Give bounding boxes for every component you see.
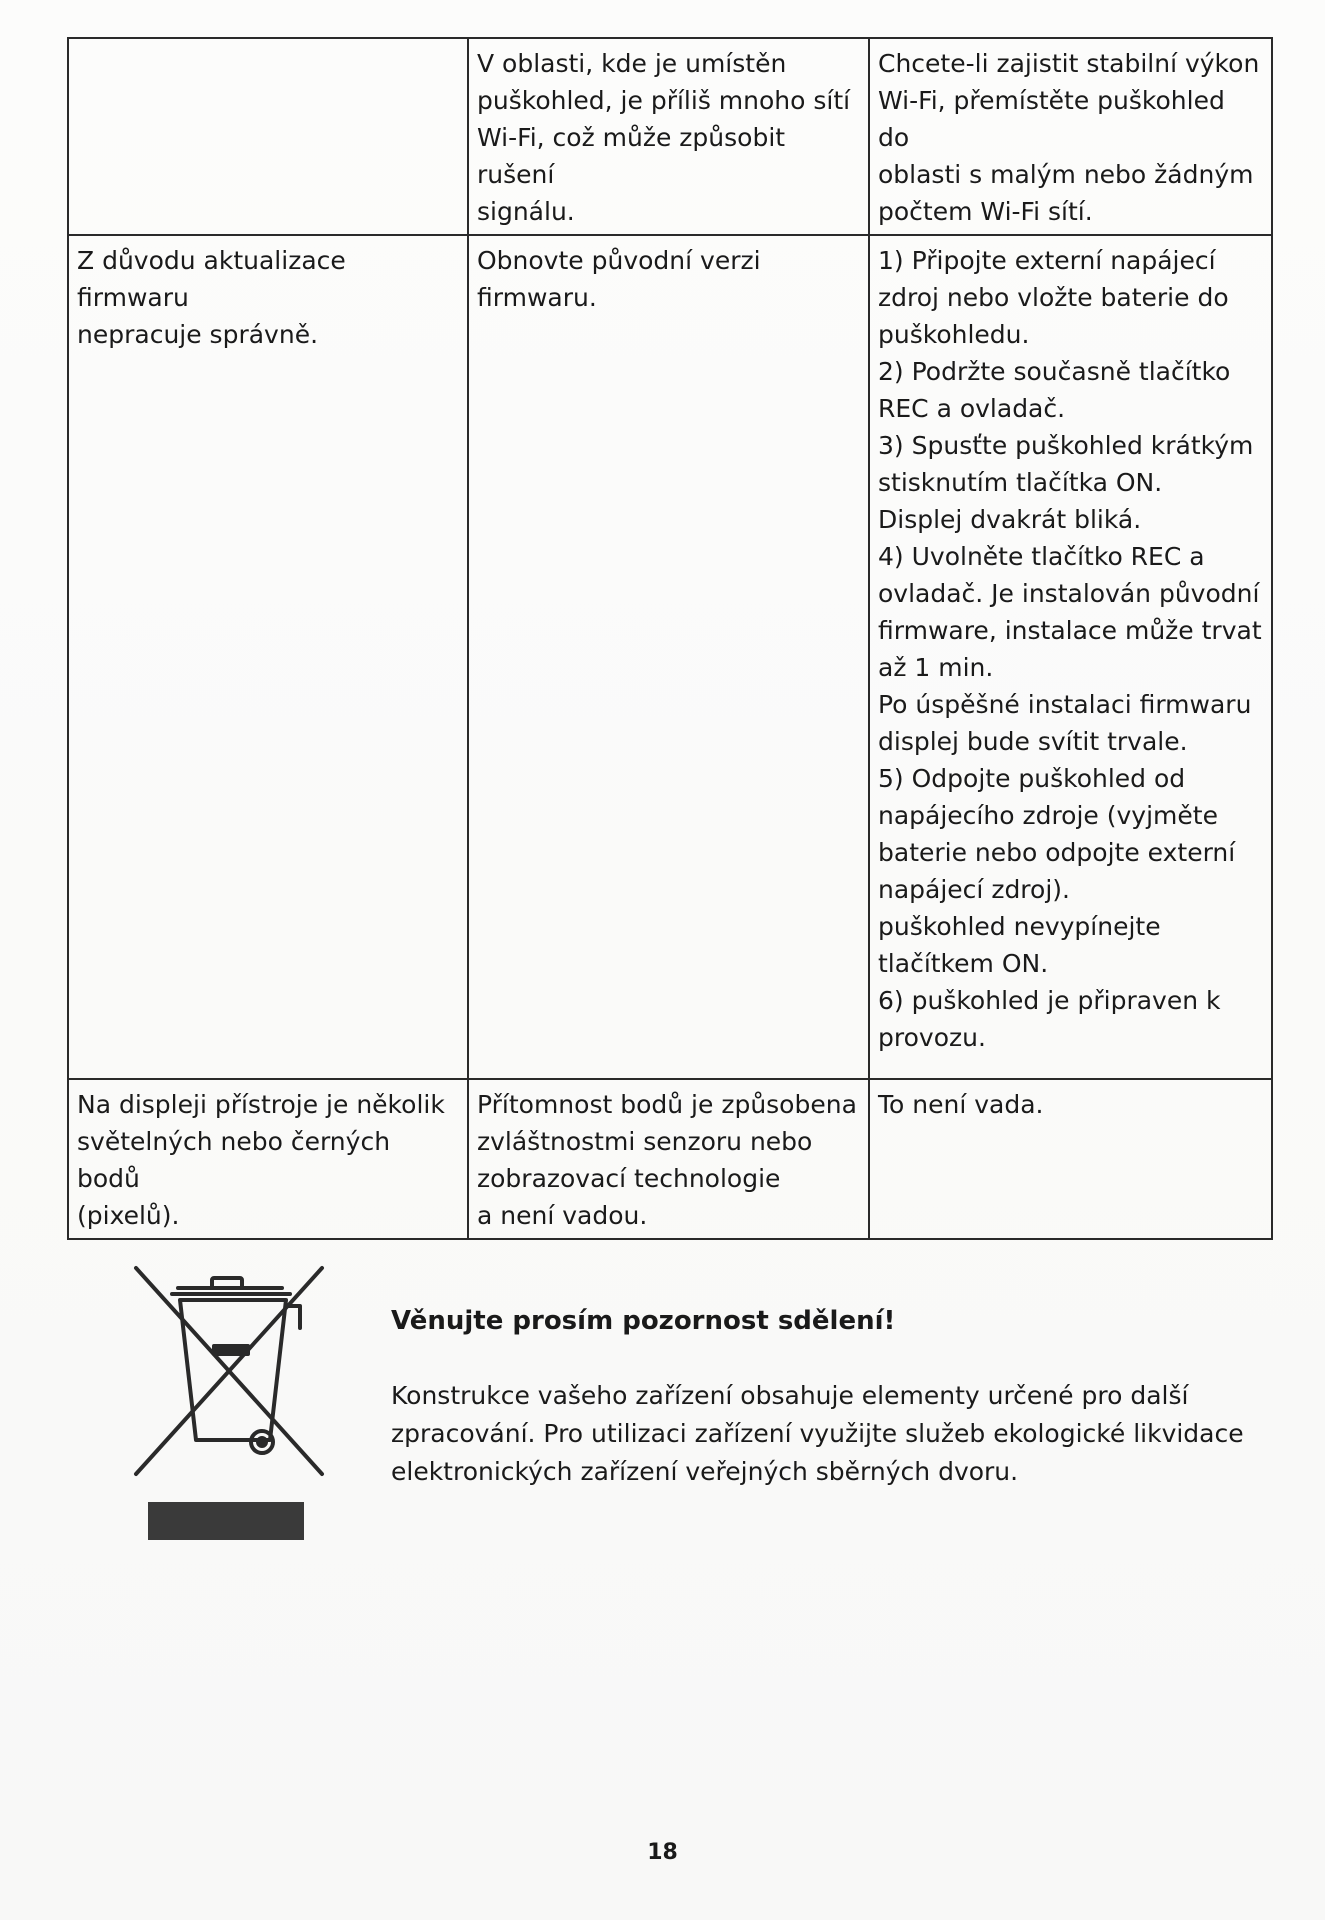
cause-cell: Obnovte původní verzi firmwaru. <box>468 235 869 1079</box>
table-row <box>68 235 1272 1079</box>
notice-title: Věnujte prosím pozornost sdělení! <box>391 1306 896 1336</box>
solution-cell: To není vada. <box>869 1079 1272 1239</box>
cause-cell: Přítomnost bodů je způsobena zvláštnostmi senzoru nebo zobrazovací technologie a není vadou. <box>468 1079 869 1239</box>
weee-underline-bar <box>148 1502 304 1540</box>
crossed-out-wheelie-bin-icon <box>130 1262 330 1482</box>
problem-cell <box>68 38 468 235</box>
troubleshooting-table <box>67 37 1273 1240</box>
problem-cell: Z důvodu aktualizace firmwaru nepracuje správně. <box>68 235 468 1079</box>
page-number: 18 <box>647 1840 678 1865</box>
solution-cell: 1) Připojte externí napájecí zdroj nebo vložte baterie do puškohledu. 2) Podržte současně tlačítko REC a ovladač. 3) Spusťte puškohled krátkým stisknutím tlačítka ON. Displej dvakrát bliká. 4) Uvolněte tlačítko REC a ovladač. Je instalován původní firmware, instalace může trvat až 1 min. Po úspěšné instalaci firmwaru displej bude svítit trvale. 5) Odpojte puškohled od napájecího zdroje (vyjměte baterie nebo odpojte externí napájecí zdroj). puškohled nevypínejte tlačítkem ON. 6) puškohled je připraven k provozu. <box>869 235 1272 1079</box>
cause-cell: V oblasti, kde je umístěn puškohled, je příliš mnoho sítí Wi-Fi, což může způsobit rušení signálu. <box>468 38 869 235</box>
solution-cell: Chcete-li zajistit stabilní výkon Wi-Fi, přemístěte puškohled do oblasti s malým nebo žádným počtem Wi-Fi sítí. <box>869 38 1272 235</box>
table-row <box>68 1079 1272 1239</box>
problem-cell: Na displeji přístroje je několik světelných nebo černých bodů (pixelů). <box>68 1079 468 1239</box>
notice-body: Konstrukce vašeho zařízení obsahuje elementy určené pro další zpracování. Pro utilizaci zařízení využijte služeb ekologické likvidace elektronických zařízení veřejných sběrných dvoru. <box>391 1381 1244 1486</box>
table-row <box>68 38 1272 235</box>
